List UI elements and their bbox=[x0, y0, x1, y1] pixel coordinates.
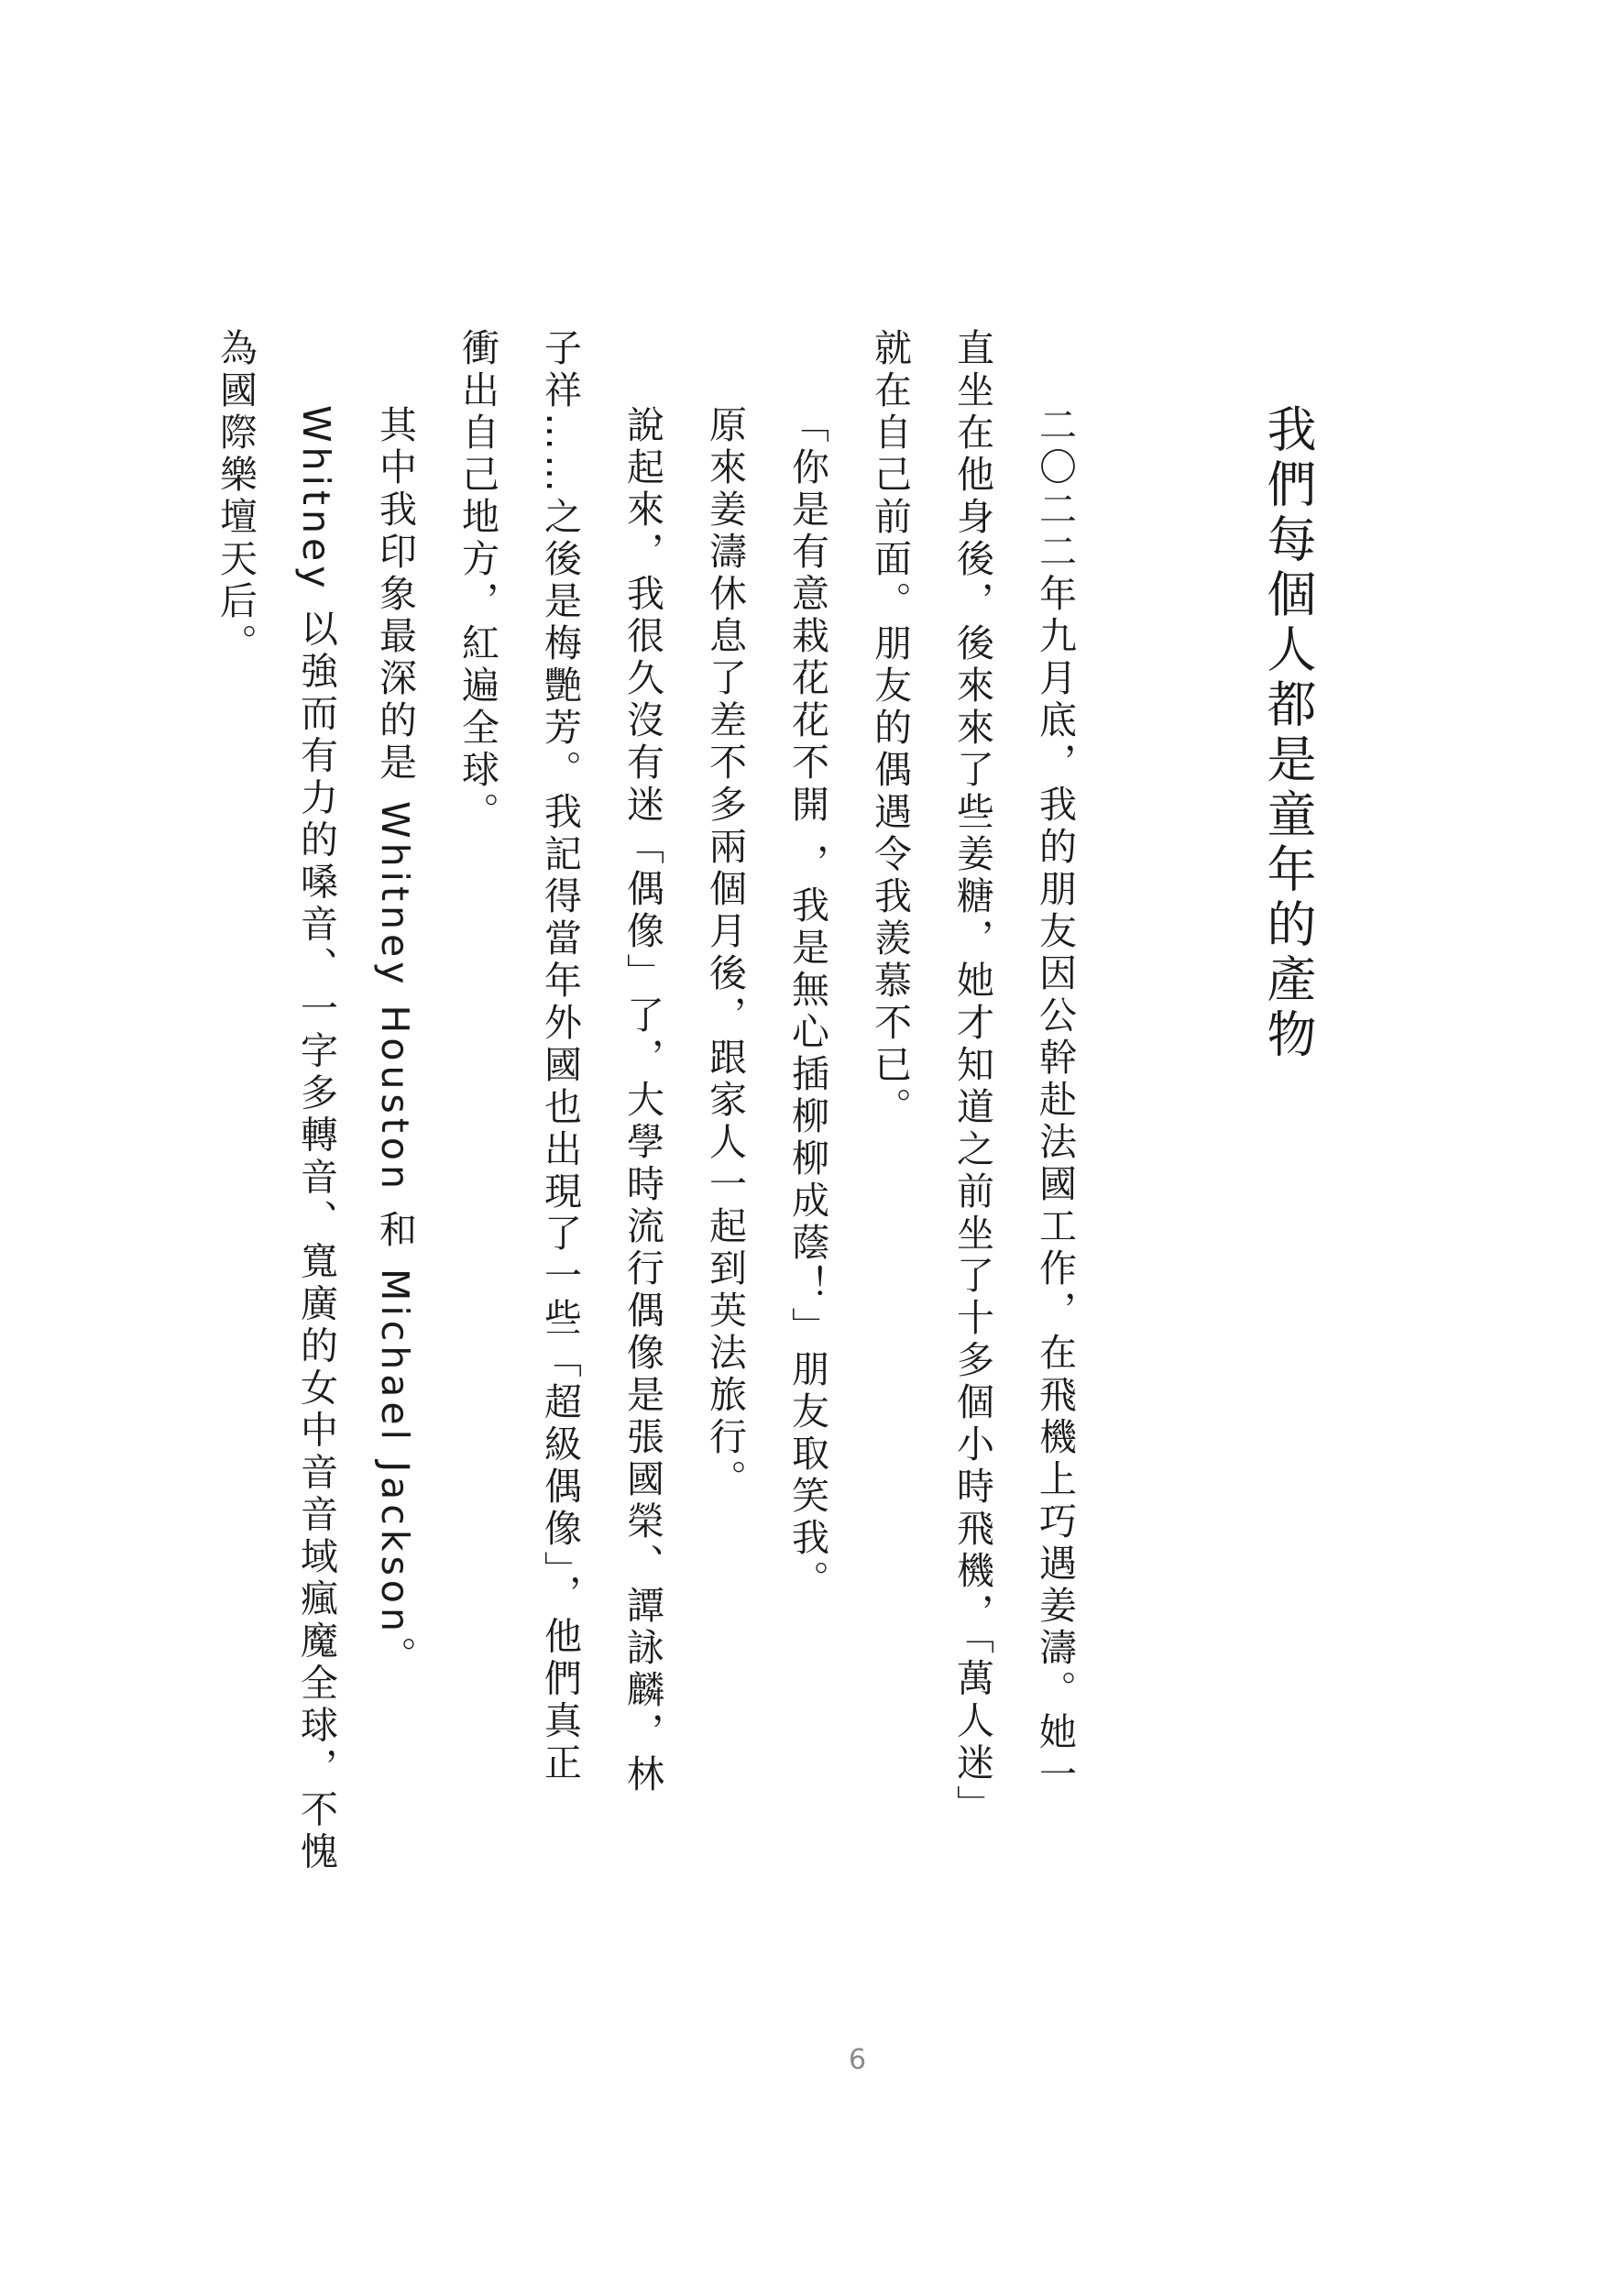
paragraph-1-line-1: 二〇二二年九月底，我的朋友因公幹赴法國工作，在飛機上巧遇姜濤。她一 bbox=[1033, 405, 1077, 1796]
paragraph-4-line-3: 衝出自己地方，紅遍全球。 bbox=[455, 328, 499, 834]
chapter-title: 我們每個人都是童年的產物 bbox=[1259, 403, 1317, 1063]
paragraph-6-line-1: Whitney 以強而有力的嗓音、一字多轉音、寬廣的女中音音域瘋魔全球，不愧 bbox=[294, 405, 338, 1874]
paragraph-6-line-2: 為國際樂壇天后。 bbox=[214, 328, 258, 665]
paragraph-1-line-2: 直坐在他身後，後來來了些姜糖，她才知道之前坐了十多個小時飛機，「萬人迷」 bbox=[950, 328, 994, 1828]
paragraph-4-line-1: 說起來，我很久沒有迷「偶像」了，大學時流行偶像是張國榮、譚詠麟，林 bbox=[620, 405, 664, 1796]
paragraph-2-line-1: 「你是有意栽花花不開 ，我是無心插柳柳成蔭！」朋友取笑我。 bbox=[785, 405, 829, 1603]
paragraph-4-line-2: 子祥……之後是梅艷芳。我記得當年外國也出現了一些「超級偶像」，他們真正 bbox=[538, 328, 582, 1785]
paragraph-3-line-1: 原來姜濤休息了差不多兩個月後，跟家人一起到英法旅行。 bbox=[703, 405, 747, 1501]
paragraph-1-line-3: 就在自己前面。朋友的偶遇令我羨慕不已。 bbox=[868, 328, 912, 1129]
page-number: 6 bbox=[849, 2044, 867, 2076]
paragraph-5-line-1: 其中我印象最深的是 Whitney Houston 和 Michael Jackson。 bbox=[373, 405, 417, 1679]
